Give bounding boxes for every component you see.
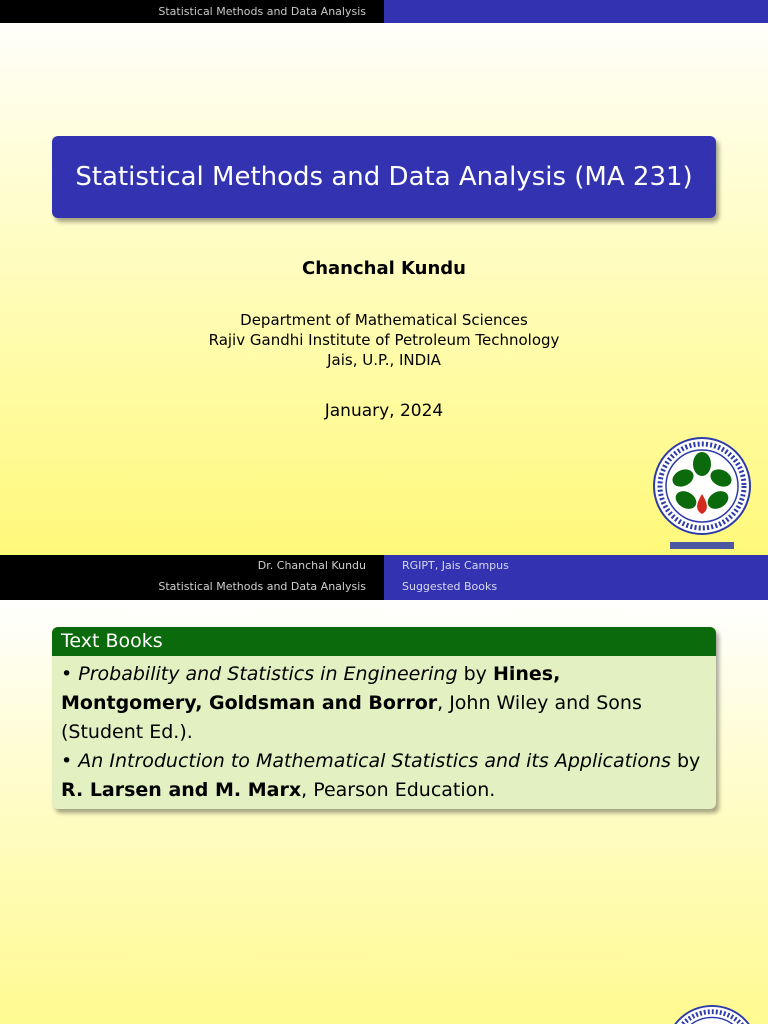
presentation-date: January, 2024 <box>324 401 444 421</box>
institute-department: Department of Mathematical Sciences <box>240 311 528 329</box>
book-entry-1 <box>61 660 707 747</box>
footer-section-title: Suggested Books <box>402 580 498 593</box>
institute-location: Jais, U.P., INDIA <box>327 351 441 369</box>
slide-footer-bar <box>0 555 768 600</box>
footer-author: Dr. Chanchal Kundu <box>257 559 366 572</box>
by-text: by <box>676 750 701 772</box>
presentation-title: Statistical Methods and Data Analysis (MA 231) <box>52 136 716 218</box>
slide-header-bar <box>0 0 768 23</box>
footer-course-title: Statistical Methods and Data Analysis <box>158 580 366 593</box>
book-title: Probability and Statistics in Engineering <box>78 663 458 685</box>
book-title: An Introduction to Mathematical Statistics and its Applications <box>78 750 671 772</box>
footer-right <box>384 555 768 600</box>
footer-campus: RGIPT, Jais Campus <box>402 559 509 572</box>
footer-left <box>0 555 384 600</box>
book-entry-2 <box>61 747 707 805</box>
institute-block <box>0 310 768 370</box>
bullet-icon: • <box>61 663 73 685</box>
book-publisher: , Pearson Education. <box>301 779 496 801</box>
block-body <box>52 656 716 805</box>
institute-seal-icon <box>652 436 752 555</box>
header-title: Statistical Methods and Data Analysis <box>0 0 384 23</box>
text-books-block <box>52 627 716 809</box>
by-text: by <box>463 663 487 685</box>
institute-seal-icon-bottom <box>664 1004 760 1024</box>
book-publisher: , John Wiley and Sons (Student Ed.). <box>61 692 642 743</box>
header-blue-band <box>384 0 768 23</box>
book-authors: Hines, Montgomery, Goldsman and Borror <box>61 663 561 714</box>
institute-name: Rajiv Gandhi Institute of Petroleum Technology <box>208 331 560 349</box>
block-title: Text Books <box>52 627 716 656</box>
book-authors: R. Larsen and M. Marx <box>61 779 302 801</box>
bullet-icon: • <box>61 750 73 772</box>
author-name: Chanchal Kundu <box>301 258 466 279</box>
